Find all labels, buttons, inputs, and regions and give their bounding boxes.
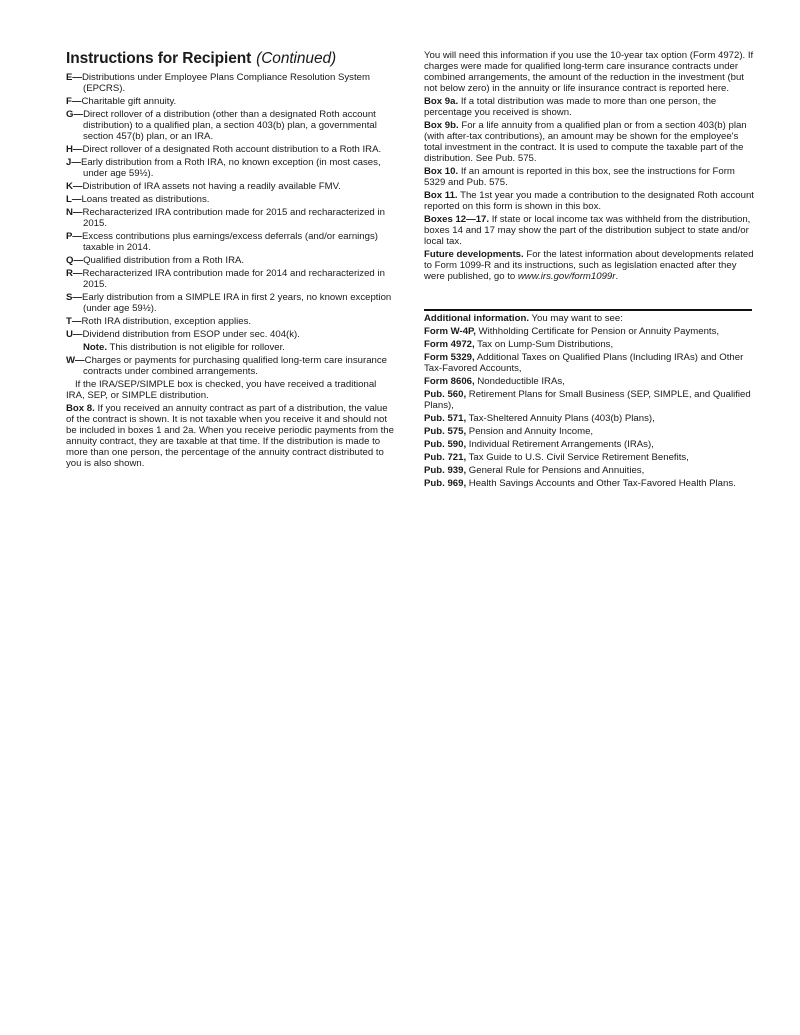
code-text: Excess contributions plus earnings/excess deferrals (and/or earnings) taxable in 2014.: [82, 231, 378, 253]
reference-label: Form 5329,: [424, 352, 475, 363]
code-letter: T—: [66, 316, 82, 327]
box-10-paragraph: [424, 166, 754, 188]
code-t: [66, 316, 396, 327]
code-letter: H—: [66, 144, 83, 155]
code-l: [66, 194, 396, 205]
code-e: [66, 72, 396, 94]
reference-label: Form W-4P,: [424, 326, 476, 337]
reference-text: Tax Guide to U.S. Civil Service Retirement Benefits,: [468, 452, 689, 463]
box-label: Boxes 12—17.: [424, 214, 490, 225]
code-w: [66, 355, 396, 377]
code-n: [66, 207, 396, 229]
box-label: Box 9a.: [424, 96, 459, 107]
code-letter: Q—: [66, 255, 84, 266]
reference-text: Pension and Annuity Income,: [468, 426, 594, 437]
reference-item: [424, 389, 754, 411]
reference-item: [424, 439, 754, 450]
title-suffix: (Continued): [256, 50, 337, 67]
code-letter: G—: [66, 109, 84, 120]
box-8-text: If you received an annuity contract as part of a distribution, the value of the contract is shown. It is not taxable when you receive it and should not be included in boxes 1 and 2a. When you receive periodic payments from the annuity contract, they are taxable at that time. If the distribution is made to more than one person, the percentage of the annuity contract distributed to you is also shown.: [66, 403, 394, 469]
code-h: [66, 144, 396, 155]
note-label: Note.: [83, 342, 107, 353]
code-letter: R—: [66, 268, 83, 279]
box-text: If an amount is reported in this box, see the instructions for Form 5329 and Pub. 575.: [424, 166, 735, 188]
section-divider: [424, 309, 752, 311]
code-text: Recharacterized IRA contribution made for 2014 and recharacterized in 2015.: [82, 268, 385, 290]
box-label: Box 11.: [424, 190, 458, 201]
code-letter: F—: [66, 96, 82, 107]
reference-item: [424, 452, 754, 463]
box-text: If state or local income tax was withheld from the distribution, boxes 14 and 17 may show the part of the distribution subject to state and/or local tax.: [424, 214, 751, 247]
reference-label: Pub. 571,: [424, 413, 467, 424]
reference-label: Pub. 939,: [424, 465, 467, 476]
code-p: [66, 231, 396, 253]
boxes-12-17-paragraph: [424, 214, 754, 247]
reference-text: General Rule for Pensions and Annuities,: [468, 465, 645, 476]
reference-text: Health Savings Accounts and Other Tax-Favored Health Plans.: [468, 478, 736, 489]
future-label: Future developments.: [424, 249, 524, 260]
box-11-paragraph: [424, 190, 754, 212]
box-text: For a life annuity from a qualified plan or from a section 403(b) plan (with after-tax contributions), an amount may be shown for the employee's total investment in the contract. It is used to compute the taxable part of the distribution. See Pub. 575.: [424, 120, 747, 164]
ira-sep-simple-paragraph: If the IRA/SEP/SIMPLE box is checked, you have received a traditional IRA, SEP, or SIMPLE distribution.: [66, 379, 377, 401]
reference-text: Nondeductible IRAs,: [477, 376, 565, 387]
code-text: Roth IRA distribution, exception applies.: [81, 316, 252, 327]
reference-text: Withholding Certificate for Pension or Annuity Payments,: [478, 326, 720, 337]
code-k: [66, 181, 396, 192]
code-text: Distribution of IRA assets not having a readily available FMV.: [82, 181, 341, 192]
code-text: Charitable gift annuity.: [81, 96, 177, 107]
code-u: [66, 329, 396, 340]
box-label: Box 10.: [424, 166, 459, 177]
code-letter: N—: [66, 207, 83, 218]
reference-text: Retirement Plans for Small Business (SEP, SIMPLE, and Qualified Plans),: [424, 389, 751, 411]
reference-item: [424, 478, 754, 489]
code-text: Early distribution from a SIMPLE IRA in first 2 years, no known exception (under age 59½).: [82, 292, 392, 314]
code-letter: S—: [66, 292, 82, 303]
reference-item: [424, 352, 754, 374]
code-text: Distributions under Employee Plans Compliance Resolution System (EPCRS).: [82, 72, 370, 94]
code-letter: P—: [66, 231, 82, 242]
left-column: [66, 72, 396, 471]
code-letter: E—: [66, 72, 82, 83]
code-text: Charges or payments for purchasing qualified long-term care insurance contracts under combined arrangements.: [83, 355, 388, 377]
future-text: For the latest information about developments related to Form 1099-R and its instructions, such as legislation enacted after they were published, go to: [424, 249, 754, 282]
code-text: Recharacterized IRA contribution made for 2015 and recharacterized in 2015.: [82, 207, 385, 229]
box-8-paragraph: [66, 403, 396, 469]
code-s: [66, 292, 396, 314]
page-title: [66, 50, 336, 68]
reference-item: [424, 376, 754, 387]
intro-paragraph: You will need this information if you use the 10-year tax option (Form 4972). If charges were made for qualified long-term care insurance contracts under combined arrangements, the amount of the reduction in the investment (but not below zero) in the annuity or life insurance contract is reported here.: [424, 50, 754, 94]
code-text: Early distribution from a Roth IRA, no known exception (in most cases, under age 59½).: [80, 157, 381, 179]
reference-text: Tax-Sheltered Annuity Plans (403(b) Plans),: [468, 413, 655, 424]
code-text: Direct rollover of a designated Roth account distribution to a Roth IRA.: [82, 144, 382, 155]
box-text: If a total distribution was made to more than one person, the percentage you received is shown.: [424, 96, 717, 118]
box-9b-paragraph: [424, 120, 754, 164]
code-letter: U—: [66, 329, 83, 340]
code-r: [66, 268, 396, 290]
code-text: Direct rollover of a distribution (other than a designated Roth account distribution) to a qualified plan, a section 403(b) plan, a governmental section 457(b) plan, or an IRA.: [83, 109, 377, 142]
reference-text: Individual Retirement Arrangements (IRAs),: [468, 439, 654, 450]
code-text: Dividend distribution from ESOP under sec. 404(k).: [82, 329, 300, 340]
reference-text: Tax on Lump-Sum Distributions,: [477, 339, 614, 350]
reference-item: [424, 465, 754, 476]
reference-item: [424, 426, 754, 437]
reference-label: Pub. 721,: [424, 452, 467, 463]
reference-label: Pub. 969,: [424, 478, 467, 489]
code-text: Qualified distribution from a Roth IRA.: [83, 255, 245, 266]
code-letter: W—: [66, 355, 85, 366]
additional-label: Additional information.: [424, 313, 529, 324]
code-letter: K—: [66, 181, 83, 192]
code-q: [66, 255, 396, 266]
code-f: [66, 96, 396, 107]
reference-item: [424, 413, 754, 424]
reference-label: Form 8606,: [424, 376, 475, 387]
reference-label: Pub. 560,: [424, 389, 467, 400]
code-letter: L—: [66, 194, 82, 205]
reference-label: Form 4972,: [424, 339, 475, 350]
title-text: Instructions for Recipient: [66, 50, 252, 67]
note-text: This distribution is not eligible for rollover.: [109, 342, 285, 353]
code-text: Loans treated as distributions.: [81, 194, 210, 205]
future-end: .: [615, 271, 619, 282]
code-letter: J—: [66, 157, 81, 168]
reference-item: [424, 339, 754, 350]
box-8-label: Box 8.: [66, 403, 95, 414]
reference-label: Pub. 575,: [424, 426, 467, 437]
note: [66, 342, 396, 353]
right-column: [424, 50, 754, 284]
box-label: Box 9b.: [424, 120, 459, 131]
irs-form1099r-link[interactable]: www.irs.gov/form1099r: [517, 271, 616, 282]
code-j: [66, 157, 396, 179]
additional-text: You may want to see:: [531, 313, 623, 324]
box-text: The 1st year you made a contribution to the designated Roth account reported on this form is shown in this box.: [424, 190, 754, 212]
reference-label: Pub. 590,: [424, 439, 467, 450]
reference-item: [424, 326, 754, 337]
future-developments-paragraph: [424, 249, 754, 282]
code-g: [66, 109, 396, 142]
additional-info-heading: [424, 313, 754, 324]
reference-text: Additional Taxes on Qualified Plans (Including IRAs) and Other Tax-Favored Accounts,: [424, 352, 744, 374]
additional-info-section: [424, 313, 754, 491]
box-9a-paragraph: [424, 96, 754, 118]
